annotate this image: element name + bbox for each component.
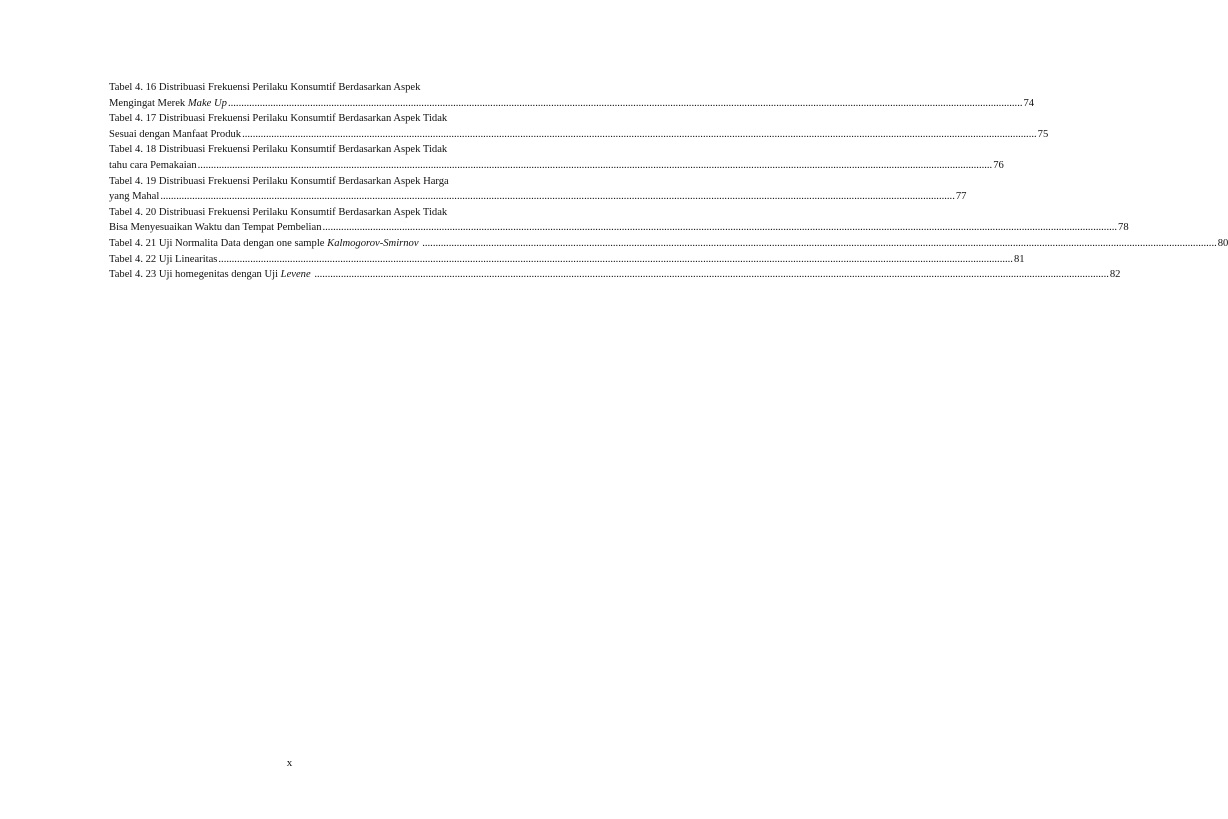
- dot-leader: ............................................................................................................................................................................................................................................................................................................: [160, 191, 955, 203]
- toc-entry-title: Tabel 4. 16 Distribuasi Frekuensi Perilaku Konsumtif Berdasarkan Aspek: [109, 82, 421, 93]
- toc-entry-title: Tabel 4. 20 Distribuasi Frekuensi Perilaku Konsumtif Berdasarkan Aspek Tidak: [109, 206, 448, 218]
- toc-entry-title: Tabel 4. 17 Distribuasi Frekuensi Perilaku Konsumtif Berdasarkan Aspek Tidak: [109, 113, 448, 125]
- toc-entry-title: Tabel 4. 18 Distribuasi Frekuensi Perilaku Konsumtif Berdasarkan Aspek Tidak: [109, 144, 448, 156]
- toc-entry-title-end: tahu cara Pemakaian: [109, 159, 197, 171]
- toc-page-number: 74: [1023, 97, 1035, 109]
- dot-leader: ............................................................................................................................................................................................................................................................................................................: [322, 222, 1118, 234]
- page-number: x: [286, 757, 293, 769]
- dot-leader: ............................................................................................................................................................................................................................................................................................................: [227, 97, 1023, 109]
- toc-page-number: 80: [1217, 237, 1228, 249]
- toc-page-number: 81: [1013, 253, 1025, 265]
- toc-entry[interactable]: [109, 142, 1004, 173]
- toc-entry-title: Tabel 4. 19 Distribuasi Frekuensi Perilaku Konsumtif Berdasarkan Aspek Harga: [109, 175, 449, 187]
- toc-entry[interactable]: [109, 236, 1228, 252]
- dot-leader: ............................................................................................................................................................................................................................................................................................................: [197, 159, 993, 171]
- toc-entry-italic-term: Kalmogorov-Smirnov: [327, 237, 419, 249]
- toc-entry-italic-term: Levene: [280, 269, 311, 281]
- dot-leader: ............................................................................................................................................................................................................................................................................................................: [242, 128, 1037, 140]
- toc-page-number: 76: [993, 159, 1004, 171]
- toc-entry-title-end: Sesuai dengan Manfaat Produk: [109, 128, 242, 140]
- toc-page-number: 78: [1118, 222, 1129, 234]
- toc-entry-title-end: yang Mahal: [109, 191, 160, 203]
- toc-entry-title-end: Mengingat Merek Make Up: [109, 97, 227, 109]
- dot-leader: ............................................................................................................................................................................................................................................................................................................: [422, 237, 1217, 249]
- toc-page-number: 75: [1037, 128, 1049, 140]
- toc-entry[interactable]: [109, 267, 1121, 283]
- toc-entry[interactable]: [109, 205, 1129, 236]
- toc-entry-title-end: Bisa Menyesuaikan Waktu dan Tempat Pembelian: [109, 222, 322, 234]
- toc-entry-title-end: Tabel 4. 21 Uji Normalita Data dengan one sample Kalmogorov-Smirnov: [109, 237, 419, 249]
- toc-page-number: 77: [955, 191, 967, 203]
- toc-entry-title-end: Tabel 4. 23 Uji homegenitas dengan Uji Levene: [109, 269, 311, 281]
- dot-leader: ............................................................................................................................................................................................................................................................................................................: [314, 269, 1109, 281]
- toc-entry[interactable]: [109, 111, 1049, 142]
- dot-leader: ............................................................................................................................................................................................................................................................................................................: [218, 253, 1013, 265]
- toc-page-number: 82: [1109, 269, 1121, 281]
- toc-entry-title-end: Tabel 4. 22 Uji Linearitas: [109, 253, 218, 265]
- toc-entry[interactable]: [109, 252, 1025, 268]
- toc-entry-italic-term: Make Up: [187, 97, 227, 109]
- table-of-tables: [109, 80, 1228, 283]
- toc-entry[interactable]: [109, 174, 967, 205]
- toc-entry[interactable]: [109, 80, 1035, 111]
